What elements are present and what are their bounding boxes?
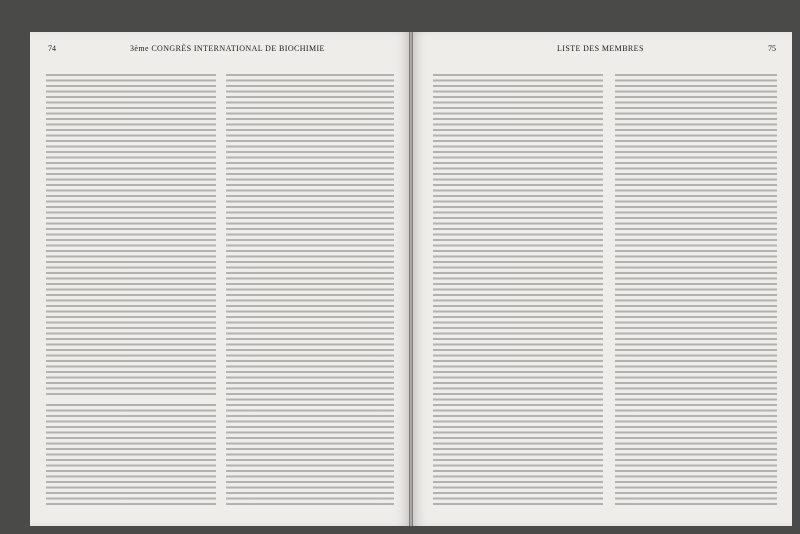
left-running-head: 3ème CONGRÈS INTERNATIONAL DE BIOCHIMIE (130, 44, 325, 53)
left-column-2-entries (226, 74, 394, 508)
left-column-1-entries (46, 74, 216, 396)
right-page (411, 32, 792, 526)
left-column-1-s-section-entries (46, 404, 216, 508)
right-page-number: 75 (768, 44, 776, 53)
right-column-2-entries (615, 74, 777, 508)
left-page-number: 74 (48, 44, 56, 53)
book-spread (30, 32, 792, 526)
left-page (30, 32, 411, 526)
book-gutter (409, 32, 413, 526)
right-column-1-entries (433, 74, 603, 508)
right-running-head: LISTE DES MEMBRES (557, 44, 644, 53)
